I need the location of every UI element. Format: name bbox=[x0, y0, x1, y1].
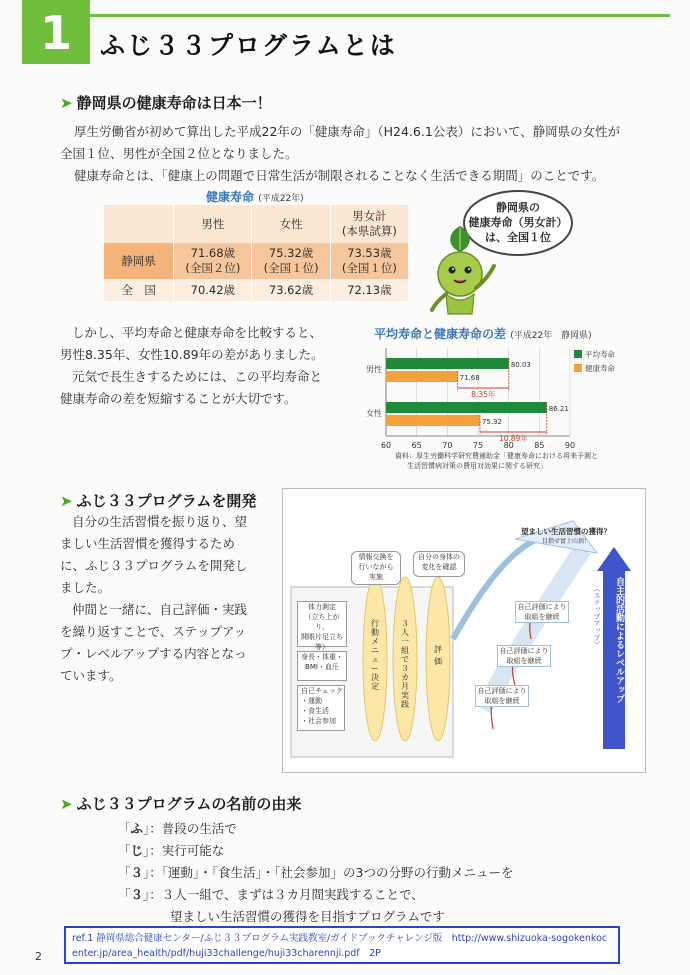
x-tick-label: 75 bbox=[472, 441, 484, 450]
x-tick-label: 80 bbox=[503, 441, 514, 450]
origin-text: ：実行可能な bbox=[149, 843, 225, 858]
page-number: 2 bbox=[35, 950, 42, 963]
step-up-label bbox=[589, 585, 601, 648]
program-diagram bbox=[282, 488, 646, 773]
legend-swatch bbox=[574, 364, 582, 372]
origin-item: 「３」：「運動」・「食生活」・「社会参加」の3つの分野の行動メニューを bbox=[118, 865, 514, 880]
step-text: 取組を継続 bbox=[506, 657, 542, 665]
callout-text: 情報交換を bbox=[358, 553, 394, 561]
level-up-arrow-label bbox=[604, 577, 624, 703]
step-text bbox=[515, 577, 567, 587]
cell-rank: (全国１位) bbox=[341, 261, 397, 275]
develop-paragraph bbox=[60, 511, 276, 687]
callout-text: 変化を確認 bbox=[421, 563, 457, 571]
origin-key: ふ bbox=[130, 821, 144, 836]
step-text: 自己評価により bbox=[499, 647, 549, 655]
oval-three-months: ３人一組で３カ月実践 bbox=[401, 619, 409, 709]
step-text: 自己評価により bbox=[517, 603, 567, 611]
callout-info-exchange bbox=[351, 551, 401, 585]
bubble-line: 静岡県の bbox=[496, 201, 540, 214]
col-header-female: 女性 bbox=[252, 205, 330, 243]
difference-paragraph bbox=[60, 322, 350, 410]
text-line: 男性8.35年、女性10.89年の差がありました。 bbox=[60, 347, 324, 362]
cell-male bbox=[174, 243, 252, 279]
chart-source bbox=[395, 451, 598, 471]
step-box bbox=[497, 645, 551, 667]
text-line: 厚生労働省が初めて算出した平成22年の「健康寿命」（H24.6.1公表）において、静岡県の女性が bbox=[74, 124, 621, 139]
step-text: 取組を継続 bbox=[484, 697, 520, 705]
box-text: 自己チェック bbox=[301, 687, 343, 695]
cell-female: 73.62歳 bbox=[252, 279, 330, 301]
col-header-total-2: (本県試算) bbox=[341, 224, 397, 238]
text-line: 健康寿命とは、「健康上の問題で日常生活が制限されることなく生活できる期間」のことです。 bbox=[74, 168, 605, 183]
box-text: ・運動 bbox=[301, 697, 322, 705]
origin-key: じ bbox=[130, 843, 144, 858]
bubble-line: 健康寿命（男女計） bbox=[468, 216, 568, 229]
callout-text: 行いながら bbox=[358, 563, 394, 571]
gap-label: 10.89年 bbox=[498, 434, 528, 443]
bubble-line: は、全国１位 bbox=[485, 231, 551, 244]
cell-value: 75.32歳 bbox=[268, 246, 314, 260]
cell-total: 72.13歳 bbox=[330, 279, 408, 301]
cell-rank: (全国２位) bbox=[185, 261, 241, 275]
box-text: 等） bbox=[315, 643, 329, 651]
cell-total bbox=[330, 243, 408, 279]
x-tick-label: 70 bbox=[442, 441, 453, 450]
text-line: ています。 bbox=[60, 668, 122, 683]
legend-swatch bbox=[574, 350, 582, 358]
box-text: 開眼片足立ち bbox=[301, 633, 343, 641]
box-body-metrics bbox=[297, 651, 347, 681]
col-header-total-1: 男女計 bbox=[352, 209, 387, 223]
legend-label: 平均寿命 bbox=[585, 350, 615, 359]
x-tick-label: 65 bbox=[411, 441, 422, 450]
arrow-icon: ➤ bbox=[60, 492, 73, 510]
step-text bbox=[515, 587, 567, 597]
data-label: 71.68 bbox=[459, 374, 480, 382]
x-tick-label: 85 bbox=[534, 441, 545, 450]
chart-title-text: 平均寿命と健康寿命の差 bbox=[374, 327, 507, 341]
table-title bbox=[206, 188, 304, 205]
data-label: 75.32 bbox=[481, 418, 503, 426]
origin-text: ：「運動」・「食生活」・「社会参加」の3つの分野の行動メニューを bbox=[149, 865, 514, 880]
text-line: しかし、平均寿命と健康寿命を比較すると、 bbox=[72, 325, 323, 340]
name-origin-list bbox=[118, 818, 638, 928]
callout-text: 自分の身体の bbox=[418, 553, 460, 561]
heading-text: ふじ３３プログラムを開発 bbox=[76, 492, 257, 510]
table-title-text: 健康寿命 bbox=[206, 190, 255, 204]
row-label-shizuoka: 静岡県 bbox=[104, 243, 174, 279]
callout-body-change bbox=[413, 551, 465, 577]
heading-text: ふじ３３プログラムの名前の由来 bbox=[76, 795, 302, 813]
category-label: 男性 bbox=[366, 365, 382, 374]
source-line: 生活習慣病対策の費用対効果に関する研究」 bbox=[407, 462, 547, 470]
origin-text: ：３人一組で、まずは３カ月間実践することで、 bbox=[149, 887, 424, 902]
col-header-total bbox=[330, 205, 408, 243]
section-heading-origin bbox=[60, 793, 301, 814]
cell-rank: (全国１位) bbox=[263, 261, 319, 275]
box-text: 体力測定 bbox=[308, 603, 336, 611]
step-box-hidden bbox=[515, 577, 567, 597]
category-label: 女性 bbox=[366, 409, 382, 418]
step-text: 自己評価により bbox=[477, 687, 527, 695]
page-title: ふじ３３プログラムとは bbox=[100, 31, 397, 60]
reference-box: ref.1 静岡県総合健康センター/ふじ３３プログラム実践教室/ガイドブックチャレンジ版 http://www.shizuoka-sogokenkocenter.jp/area_health/pdf/huji33challenge/huji33charennji.pdf 2P bbox=[64, 926, 620, 964]
intro-paragraph bbox=[60, 121, 664, 187]
gap-label: 8.35年 bbox=[471, 390, 496, 399]
table-year: (平成22年) bbox=[258, 194, 304, 204]
col-header-male: 男性 bbox=[174, 205, 252, 243]
box-text: ・社会参加 bbox=[301, 717, 336, 725]
oval-action-menu: 行動メニュー決定 bbox=[371, 619, 379, 691]
origin-key: ３ bbox=[130, 887, 144, 902]
bar-healthy bbox=[386, 415, 480, 426]
bar-average bbox=[386, 402, 547, 413]
arrow-icon: ➤ bbox=[60, 94, 73, 112]
data-label: 86.21 bbox=[548, 405, 569, 413]
step-box bbox=[475, 685, 529, 707]
legend-label: 健康寿命 bbox=[585, 364, 615, 373]
data-label: 80.03 bbox=[510, 361, 531, 369]
box-text: （立ち上がり、 bbox=[304, 613, 340, 631]
cell-value: 71.68歳 bbox=[190, 246, 236, 260]
cell-male: 70.42歳 bbox=[174, 279, 252, 301]
origin-text-continued: 望ましい生活習慣の獲得を目指すプログラムです bbox=[170, 909, 445, 924]
text-line: プ・レベルアップする内容となっ bbox=[60, 646, 247, 661]
text-line: を繰り返すことで、ステップアッ bbox=[60, 624, 247, 639]
arrow-sub-text: （ステップアップ） bbox=[593, 585, 601, 648]
origin-key: ３ bbox=[130, 865, 144, 880]
cell-value: 73.53歳 bbox=[347, 246, 392, 260]
oval-evaluation: 評価 bbox=[434, 645, 442, 666]
origin-text: ：普段の生活で bbox=[149, 821, 237, 836]
bar-healthy bbox=[386, 371, 458, 382]
goal-sub: 目指せ富士山頂！ bbox=[541, 538, 590, 545]
box-fitness-test bbox=[297, 601, 347, 651]
cell-female bbox=[252, 243, 330, 279]
arrow-text: 自主的活動によるレベルアップ bbox=[614, 577, 624, 703]
callout-text: 実施 bbox=[369, 573, 383, 581]
section-number: 1 bbox=[22, 0, 90, 64]
step-text: 取組を継続 bbox=[524, 613, 560, 621]
x-tick-label: 60 bbox=[380, 441, 392, 450]
origin-item: 「ふ」：普段の生活で bbox=[118, 821, 237, 836]
section-heading-health bbox=[60, 92, 272, 113]
bar-average bbox=[386, 358, 509, 369]
box-text: BMI・血圧 bbox=[305, 663, 339, 671]
origin-item: 「じ」：実行可能な bbox=[118, 843, 225, 858]
section-heading-develop bbox=[60, 490, 256, 511]
table-corner bbox=[104, 205, 174, 243]
source-line: 資料：厚生労働科学研究費補助金「健康寿命における将来予測と bbox=[395, 452, 598, 460]
arrow-icon: ➤ bbox=[60, 795, 73, 813]
row-label-national: 全 国 bbox=[121, 283, 156, 297]
text-line: 全国１位、男性が全国２位となりました。 bbox=[60, 146, 298, 161]
box-self-check bbox=[297, 685, 345, 731]
step-box bbox=[515, 601, 569, 623]
text-line: 元気で長生きするためには、この平均寿命と bbox=[72, 369, 323, 384]
x-tick-label: 90 bbox=[564, 441, 576, 450]
text-line: ました。 bbox=[60, 580, 111, 595]
text-line: 自分の生活習慣を振り返り、望 bbox=[72, 514, 248, 529]
health-lifespan-table bbox=[104, 205, 408, 301]
box-text: ・食生活 bbox=[301, 707, 329, 715]
text-line: ましい生活習慣を獲得するため bbox=[60, 536, 236, 551]
text-line: 仲間と一緒に、自己評価・実践 bbox=[72, 602, 248, 617]
origin-item: 「３」：３人一組で、まずは３カ月間実践することで、 bbox=[118, 887, 424, 902]
box-text: 身長・体重・ bbox=[301, 653, 343, 661]
chart-subtitle: (平成22年 静岡県) bbox=[510, 331, 592, 341]
text-line: 健康寿命の差を短縮することが大切です。 bbox=[60, 391, 297, 406]
heading-text: 静岡県の健康寿命は日本一！ bbox=[76, 94, 272, 112]
goal-text: 望ましい生活習慣の獲得？ bbox=[521, 527, 611, 536]
goal-label bbox=[521, 527, 611, 547]
mascot-character-icon bbox=[418, 222, 528, 322]
text-line: に、ふじ３３プログラムを開発し bbox=[60, 558, 248, 573]
